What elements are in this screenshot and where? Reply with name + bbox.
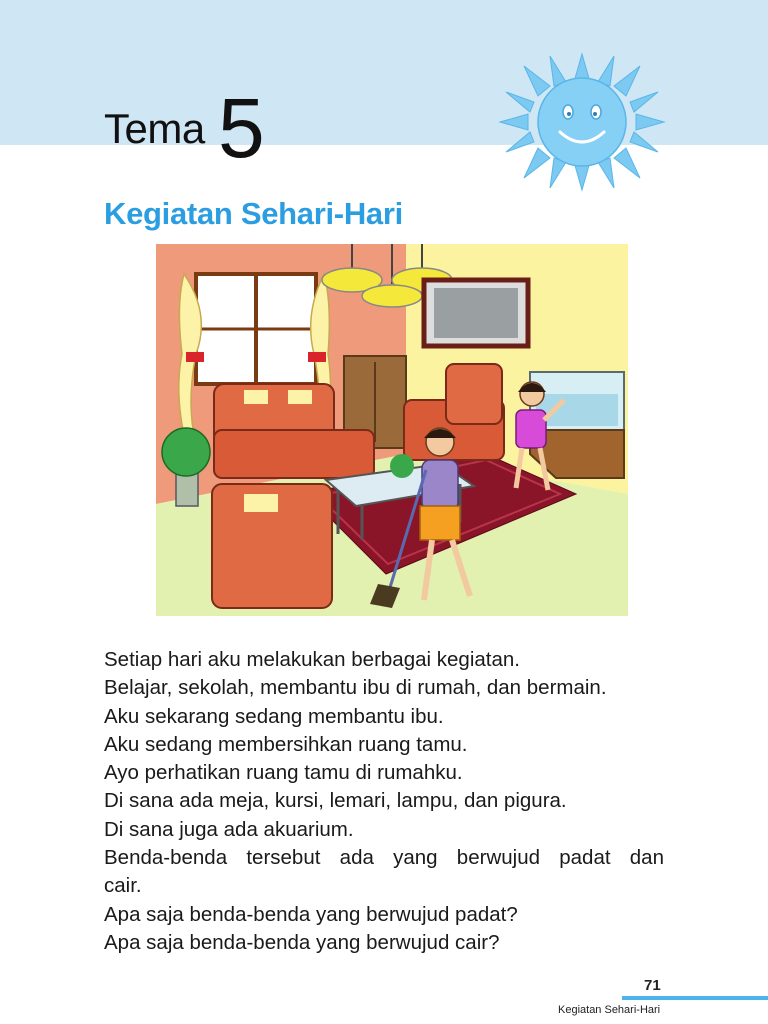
body-line: Benda-benda tersebut ada yang berwujud padat dan bbox=[104, 846, 664, 870]
body-line: Ayo perhatikan ruang tamu di rumahku. bbox=[104, 761, 463, 785]
body-line: Belajar, sekolah, membantu ibu di rumah, dan bermain. bbox=[104, 676, 607, 700]
footer-running-title: Kegiatan Sehari-Hari bbox=[558, 1004, 661, 1016]
living-room-cleaning-illustration bbox=[156, 244, 628, 616]
page-number: 71 bbox=[644, 977, 661, 994]
smiling-sun-icon bbox=[498, 52, 666, 192]
tema-number: 5 bbox=[218, 81, 265, 175]
tema-label: Tema bbox=[104, 105, 205, 152]
chapter-title: Kegiatan Sehari-Hari bbox=[104, 196, 403, 231]
body-line: Setiap hari aku melakukan berbagai kegiatan. bbox=[104, 648, 520, 671]
body-line: Aku sekarang sedang membantu ibu. bbox=[104, 704, 444, 728]
body-paragraph bbox=[104, 646, 664, 957]
body-line: Apa saja benda-benda yang berwujud cair? bbox=[104, 930, 500, 954]
body-line: Aku sedang membersihkan ruang tamu. bbox=[104, 732, 468, 756]
footer-divider bbox=[622, 996, 768, 1000]
body-line: cair. bbox=[104, 874, 142, 898]
body-line: Apa saja benda-benda yang berwujud padat? bbox=[104, 902, 518, 926]
body-line: Di sana juga ada akuarium. bbox=[104, 817, 354, 841]
body-line: Di sana ada meja, kursi, lemari, lampu, dan pigura. bbox=[104, 789, 567, 813]
